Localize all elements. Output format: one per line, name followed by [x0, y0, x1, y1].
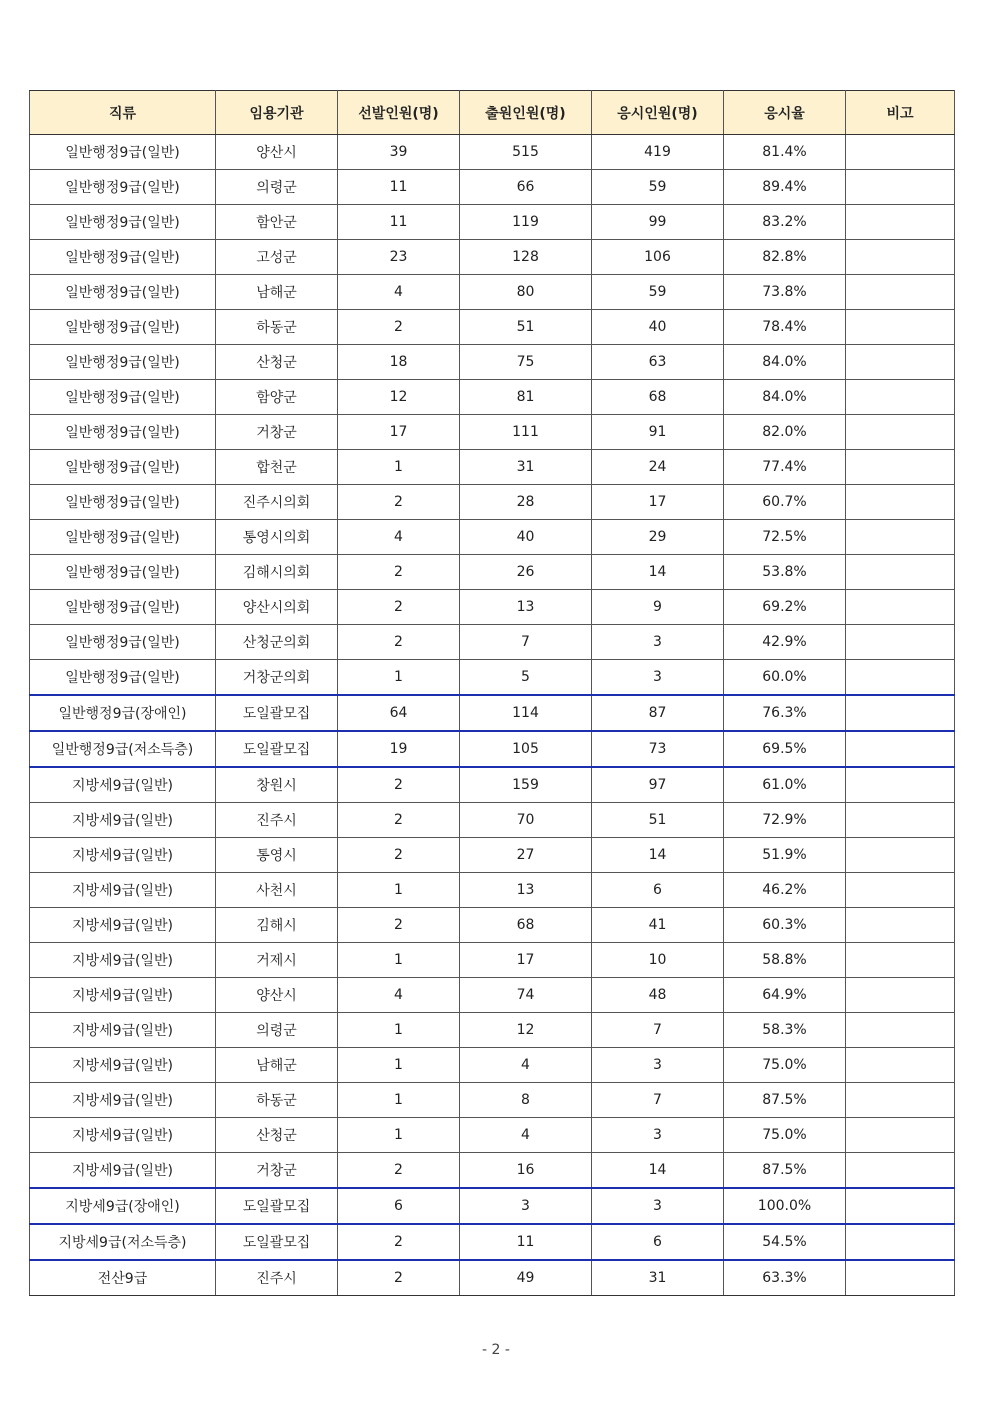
cell-agency: 산청군의회: [216, 625, 338, 660]
cell-applicant-count: 68: [460, 908, 592, 943]
cell-selected-count: 2: [338, 1224, 460, 1260]
cell-remarks: [846, 1118, 955, 1153]
table-row: [30, 485, 955, 520]
cell-remarks: [846, 1224, 955, 1260]
cell-job-category: 지방세9급(일반): [30, 803, 216, 838]
cell-agency: 진주시: [216, 803, 338, 838]
table-row: [30, 767, 955, 803]
cell-applicant-count: 3: [460, 1188, 592, 1224]
page-number: - 2 -: [482, 1342, 510, 1358]
cell-selected-count: 11: [338, 205, 460, 240]
cell-remarks: [846, 380, 955, 415]
table-row: [30, 590, 955, 625]
cell-agency: 거제시: [216, 943, 338, 978]
cell-examinee-count: 6: [592, 873, 724, 908]
table-row: [30, 838, 955, 873]
cell-job-category: 지방세9급(일반): [30, 1013, 216, 1048]
cell-examinee-count: 87: [592, 695, 724, 731]
cell-applicant-count: 75: [460, 345, 592, 380]
cell-applicant-count: 13: [460, 590, 592, 625]
cell-exam-rate: 75.0%: [724, 1118, 846, 1153]
cell-exam-rate: 87.5%: [724, 1083, 846, 1118]
cell-job-category: 일반행정9급(일반): [30, 415, 216, 450]
table-row: [30, 1188, 955, 1224]
table-row: [30, 555, 955, 590]
cell-applicant-count: 26: [460, 555, 592, 590]
cell-exam-rate: 51.9%: [724, 838, 846, 873]
cell-remarks: [846, 520, 955, 555]
cell-agency: 김해시: [216, 908, 338, 943]
cell-examinee-count: 3: [592, 1118, 724, 1153]
header-remarks: 비고: [846, 91, 955, 135]
table-row: [30, 873, 955, 908]
cell-remarks: [846, 275, 955, 310]
cell-remarks: [846, 205, 955, 240]
cell-examinee-count: 419: [592, 135, 724, 170]
cell-examinee-count: 3: [592, 660, 724, 696]
cell-remarks: [846, 170, 955, 205]
cell-job-category: 지방세9급(일반): [30, 978, 216, 1013]
cell-examinee-count: 7: [592, 1013, 724, 1048]
cell-job-category: 일반행정9급(일반): [30, 555, 216, 590]
cell-agency: 진주시: [216, 1260, 338, 1296]
cell-selected-count: 6: [338, 1188, 460, 1224]
cell-applicant-count: 7: [460, 625, 592, 660]
cell-agency: 거창군의회: [216, 660, 338, 696]
cell-applicant-count: 17: [460, 943, 592, 978]
cell-agency: 진주시의회: [216, 485, 338, 520]
cell-examinee-count: 7: [592, 1083, 724, 1118]
table-row: [30, 310, 955, 345]
cell-exam-rate: 72.5%: [724, 520, 846, 555]
cell-remarks: [846, 590, 955, 625]
cell-exam-rate: 73.8%: [724, 275, 846, 310]
cell-exam-rate: 77.4%: [724, 450, 846, 485]
cell-remarks: [846, 450, 955, 485]
table-row: [30, 1224, 955, 1260]
table-row: [30, 345, 955, 380]
cell-remarks: [846, 625, 955, 660]
cell-selected-count: 2: [338, 908, 460, 943]
cell-selected-count: 2: [338, 767, 460, 803]
cell-examinee-count: 59: [592, 170, 724, 205]
cell-job-category: 일반행정9급(일반): [30, 450, 216, 485]
cell-selected-count: 2: [338, 1260, 460, 1296]
cell-agency: 도일괄모집: [216, 1224, 338, 1260]
cell-exam-rate: 76.3%: [724, 695, 846, 731]
cell-examinee-count: 40: [592, 310, 724, 345]
table-row: [30, 1260, 955, 1296]
cell-examinee-count: 29: [592, 520, 724, 555]
cell-examinee-count: 41: [592, 908, 724, 943]
cell-selected-count: 2: [338, 838, 460, 873]
cell-remarks: [846, 803, 955, 838]
cell-selected-count: 2: [338, 1153, 460, 1189]
cell-agency: 함안군: [216, 205, 338, 240]
cell-exam-rate: 60.0%: [724, 660, 846, 696]
cell-job-category: 일반행정9급(일반): [30, 520, 216, 555]
cell-job-category: 지방세9급(일반): [30, 1083, 216, 1118]
cell-job-category: 일반행정9급(일반): [30, 275, 216, 310]
cell-selected-count: 2: [338, 485, 460, 520]
cell-agency: 하동군: [216, 1083, 338, 1118]
cell-agency: 의령군: [216, 170, 338, 205]
cell-remarks: [846, 1083, 955, 1118]
cell-selected-count: 2: [338, 310, 460, 345]
table-row: [30, 660, 955, 696]
cell-remarks: [846, 1260, 955, 1296]
cell-selected-count: 1: [338, 1013, 460, 1048]
header-examinee-count: 응시인원(명): [592, 91, 724, 135]
header-selected-count: 선발인원(명): [338, 91, 460, 135]
table-row: [30, 695, 955, 731]
header-agency: 임용기관: [216, 91, 338, 135]
cell-applicant-count: 5: [460, 660, 592, 696]
cell-remarks: [846, 767, 955, 803]
cell-agency: 도일괄모집: [216, 1188, 338, 1224]
cell-remarks: [846, 695, 955, 731]
cell-selected-count: 19: [338, 731, 460, 767]
cell-exam-rate: 75.0%: [724, 1048, 846, 1083]
cell-applicant-count: 114: [460, 695, 592, 731]
cell-remarks: [846, 660, 955, 696]
cell-applicant-count: 4: [460, 1048, 592, 1083]
cell-agency: 하동군: [216, 310, 338, 345]
cell-job-category: 일반행정9급(일반): [30, 590, 216, 625]
cell-examinee-count: 14: [592, 555, 724, 590]
cell-job-category: 일반행정9급(일반): [30, 660, 216, 696]
cell-agency: 거창군: [216, 415, 338, 450]
cell-selected-count: 1: [338, 943, 460, 978]
cell-agency: 양산시의회: [216, 590, 338, 625]
cell-examinee-count: 48: [592, 978, 724, 1013]
cell-exam-rate: 58.3%: [724, 1013, 846, 1048]
cell-examinee-count: 59: [592, 275, 724, 310]
table-row: [30, 1013, 955, 1048]
cell-agency: 고성군: [216, 240, 338, 275]
table-header-row: [30, 91, 955, 135]
cell-applicant-count: 12: [460, 1013, 592, 1048]
cell-applicant-count: 70: [460, 803, 592, 838]
cell-exam-rate: 54.5%: [724, 1224, 846, 1260]
cell-examinee-count: 63: [592, 345, 724, 380]
cell-applicant-count: 27: [460, 838, 592, 873]
table-row: [30, 1083, 955, 1118]
table-row: [30, 803, 955, 838]
table-row: [30, 205, 955, 240]
cell-remarks: [846, 415, 955, 450]
cell-selected-count: 18: [338, 345, 460, 380]
cell-examinee-count: 24: [592, 450, 724, 485]
cell-remarks: [846, 838, 955, 873]
cell-examinee-count: 73: [592, 731, 724, 767]
cell-agency: 남해군: [216, 275, 338, 310]
cell-agency: 합천군: [216, 450, 338, 485]
cell-exam-rate: 82.8%: [724, 240, 846, 275]
cell-job-category: 지방세9급(일반): [30, 1153, 216, 1189]
cell-remarks: [846, 310, 955, 345]
cell-remarks: [846, 555, 955, 590]
cell-applicant-count: 105: [460, 731, 592, 767]
cell-applicant-count: 40: [460, 520, 592, 555]
cell-selected-count: 1: [338, 873, 460, 908]
cell-remarks: [846, 908, 955, 943]
cell-applicant-count: 111: [460, 415, 592, 450]
header-exam-rate: 응시율: [724, 91, 846, 135]
cell-agency: 양산시: [216, 135, 338, 170]
cell-job-category: 일반행정9급(일반): [30, 625, 216, 660]
cell-job-category: 지방세9급(일반): [30, 908, 216, 943]
table-row: [30, 731, 955, 767]
cell-selected-count: 4: [338, 520, 460, 555]
cell-remarks: [846, 943, 955, 978]
cell-selected-count: 64: [338, 695, 460, 731]
cell-selected-count: 23: [338, 240, 460, 275]
table-row: [30, 450, 955, 485]
cell-examinee-count: 14: [592, 1153, 724, 1189]
header-applicant-count: 출원인원(명): [460, 91, 592, 135]
table-row: [30, 1118, 955, 1153]
cell-selected-count: 11: [338, 170, 460, 205]
cell-applicant-count: 66: [460, 170, 592, 205]
cell-examinee-count: 6: [592, 1224, 724, 1260]
cell-selected-count: 4: [338, 978, 460, 1013]
cell-exam-rate: 82.0%: [724, 415, 846, 450]
cell-exam-rate: 69.5%: [724, 731, 846, 767]
cell-applicant-count: 4: [460, 1118, 592, 1153]
cell-agency: 의령군: [216, 1013, 338, 1048]
cell-applicant-count: 159: [460, 767, 592, 803]
cell-exam-rate: 42.9%: [724, 625, 846, 660]
cell-job-category: 일반행정9급(일반): [30, 380, 216, 415]
cell-examinee-count: 3: [592, 625, 724, 660]
table-row: [30, 135, 955, 170]
recruitment-table: [29, 90, 955, 1296]
cell-agency: 창원시: [216, 767, 338, 803]
cell-agency: 양산시: [216, 978, 338, 1013]
cell-selected-count: 17: [338, 415, 460, 450]
cell-examinee-count: 106: [592, 240, 724, 275]
cell-applicant-count: 31: [460, 450, 592, 485]
cell-applicant-count: 515: [460, 135, 592, 170]
cell-examinee-count: 91: [592, 415, 724, 450]
cell-job-category: 일반행정9급(일반): [30, 135, 216, 170]
cell-exam-rate: 69.2%: [724, 590, 846, 625]
header-job-category: 직류: [30, 91, 216, 135]
cell-selected-count: 1: [338, 450, 460, 485]
cell-exam-rate: 78.4%: [724, 310, 846, 345]
cell-exam-rate: 53.8%: [724, 555, 846, 590]
cell-agency: 도일괄모집: [216, 695, 338, 731]
cell-job-category: 전산9급: [30, 1260, 216, 1296]
cell-selected-count: 2: [338, 625, 460, 660]
cell-selected-count: 1: [338, 1048, 460, 1083]
cell-selected-count: 1: [338, 1083, 460, 1118]
table-row: [30, 943, 955, 978]
cell-applicant-count: 8: [460, 1083, 592, 1118]
cell-exam-rate: 81.4%: [724, 135, 846, 170]
cell-agency: 통영시: [216, 838, 338, 873]
cell-remarks: [846, 731, 955, 767]
cell-job-category: 일반행정9급(일반): [30, 485, 216, 520]
cell-selected-count: 4: [338, 275, 460, 310]
cell-examinee-count: 31: [592, 1260, 724, 1296]
cell-job-category: 지방세9급(일반): [30, 873, 216, 908]
cell-examinee-count: 3: [592, 1188, 724, 1224]
cell-remarks: [846, 135, 955, 170]
cell-examinee-count: 97: [592, 767, 724, 803]
cell-job-category: 일반행정9급(일반): [30, 345, 216, 380]
cell-applicant-count: 128: [460, 240, 592, 275]
cell-applicant-count: 74: [460, 978, 592, 1013]
cell-remarks: [846, 240, 955, 275]
cell-job-category: 지방세9급(일반): [30, 1118, 216, 1153]
cell-exam-rate: 58.8%: [724, 943, 846, 978]
cell-remarks: [846, 1013, 955, 1048]
cell-exam-rate: 84.0%: [724, 380, 846, 415]
cell-selected-count: 1: [338, 1118, 460, 1153]
cell-selected-count: 12: [338, 380, 460, 415]
cell-exam-rate: 100.0%: [724, 1188, 846, 1224]
cell-exam-rate: 83.2%: [724, 205, 846, 240]
table-row: [30, 275, 955, 310]
cell-exam-rate: 60.3%: [724, 908, 846, 943]
cell-remarks: [846, 873, 955, 908]
cell-remarks: [846, 1048, 955, 1083]
cell-remarks: [846, 1188, 955, 1224]
cell-remarks: [846, 1153, 955, 1189]
cell-job-category: 지방세9급(저소득층): [30, 1224, 216, 1260]
cell-examinee-count: 3: [592, 1048, 724, 1083]
cell-exam-rate: 89.4%: [724, 170, 846, 205]
cell-examinee-count: 10: [592, 943, 724, 978]
table-row: [30, 1048, 955, 1083]
cell-job-category: 일반행정9급(저소득층): [30, 731, 216, 767]
cell-job-category: 지방세9급(일반): [30, 1048, 216, 1083]
cell-applicant-count: 49: [460, 1260, 592, 1296]
cell-agency: 산청군: [216, 1118, 338, 1153]
cell-applicant-count: 16: [460, 1153, 592, 1189]
cell-examinee-count: 17: [592, 485, 724, 520]
cell-applicant-count: 81: [460, 380, 592, 415]
cell-job-category: 일반행정9급(일반): [30, 310, 216, 345]
table-row: [30, 380, 955, 415]
table-row: [30, 520, 955, 555]
cell-agency: 거창군: [216, 1153, 338, 1189]
cell-selected-count: 2: [338, 555, 460, 590]
table-row: [30, 240, 955, 275]
cell-applicant-count: 13: [460, 873, 592, 908]
cell-exam-rate: 87.5%: [724, 1153, 846, 1189]
cell-examinee-count: 99: [592, 205, 724, 240]
cell-selected-count: 39: [338, 135, 460, 170]
table-row: [30, 170, 955, 205]
cell-exam-rate: 63.3%: [724, 1260, 846, 1296]
cell-job-category: 지방세9급(일반): [30, 943, 216, 978]
cell-remarks: [846, 485, 955, 520]
table-row: [30, 978, 955, 1013]
table-row: [30, 415, 955, 450]
cell-remarks: [846, 345, 955, 380]
cell-exam-rate: 60.7%: [724, 485, 846, 520]
cell-exam-rate: 84.0%: [724, 345, 846, 380]
cell-applicant-count: 11: [460, 1224, 592, 1260]
cell-remarks: [846, 978, 955, 1013]
cell-agency: 김해시의회: [216, 555, 338, 590]
cell-selected-count: 1: [338, 660, 460, 696]
cell-agency: 산청군: [216, 345, 338, 380]
cell-job-category: 일반행정9급(일반): [30, 240, 216, 275]
table-row: [30, 1153, 955, 1189]
cell-applicant-count: 51: [460, 310, 592, 345]
cell-examinee-count: 14: [592, 838, 724, 873]
cell-exam-rate: 64.9%: [724, 978, 846, 1013]
cell-exam-rate: 46.2%: [724, 873, 846, 908]
table-row: [30, 908, 955, 943]
cell-examinee-count: 68: [592, 380, 724, 415]
table-row: [30, 625, 955, 660]
cell-exam-rate: 61.0%: [724, 767, 846, 803]
cell-applicant-count: 119: [460, 205, 592, 240]
cell-examinee-count: 9: [592, 590, 724, 625]
cell-job-category: 일반행정9급(장애인): [30, 695, 216, 731]
cell-applicant-count: 80: [460, 275, 592, 310]
cell-selected-count: 2: [338, 803, 460, 838]
cell-job-category: 지방세9급(일반): [30, 838, 216, 873]
cell-agency: 함양군: [216, 380, 338, 415]
cell-selected-count: 2: [338, 590, 460, 625]
cell-agency: 사천시: [216, 873, 338, 908]
cell-job-category: 일반행정9급(일반): [30, 205, 216, 240]
cell-applicant-count: 28: [460, 485, 592, 520]
cell-agency: 통영시의회: [216, 520, 338, 555]
cell-agency: 도일괄모집: [216, 731, 338, 767]
cell-job-category: 일반행정9급(일반): [30, 170, 216, 205]
cell-job-category: 지방세9급(장애인): [30, 1188, 216, 1224]
cell-job-category: 지방세9급(일반): [30, 767, 216, 803]
cell-exam-rate: 72.9%: [724, 803, 846, 838]
cell-agency: 남해군: [216, 1048, 338, 1083]
cell-examinee-count: 51: [592, 803, 724, 838]
